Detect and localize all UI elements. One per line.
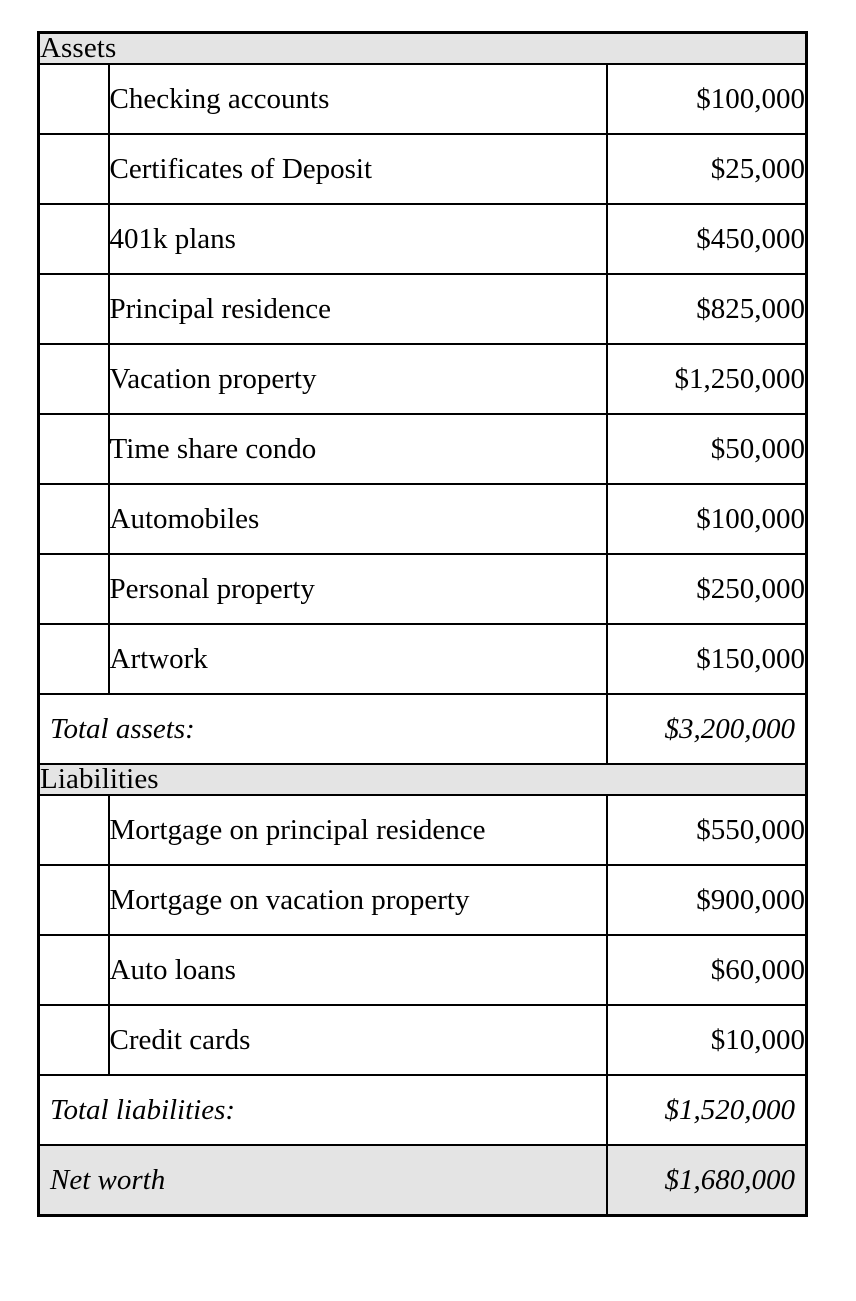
item-value: $100,000 xyxy=(607,64,807,134)
total-assets-label: Total assets: xyxy=(39,694,607,764)
section-header-row-liabilities xyxy=(39,764,807,795)
section-header-row-assets xyxy=(39,33,807,65)
item-value: $50,000 xyxy=(607,414,807,484)
item-label: Mortgage on principal residence xyxy=(109,795,607,865)
item-label: Auto loans xyxy=(109,935,607,1005)
item-label: Principal residence xyxy=(109,274,607,344)
row-indent-cell xyxy=(39,554,109,624)
table-row xyxy=(39,865,807,935)
item-value: $150,000 xyxy=(607,624,807,694)
item-value: $1,250,000 xyxy=(607,344,807,414)
item-value: $550,000 xyxy=(607,795,807,865)
row-indent-cell xyxy=(39,134,109,204)
row-indent-cell xyxy=(39,624,109,694)
total-assets-value: $3,200,000 xyxy=(607,694,807,764)
item-label: 401k plans xyxy=(109,204,607,274)
net-worth-statement-table xyxy=(37,31,808,1217)
net-worth-value: $1,680,000 xyxy=(607,1145,807,1216)
table-row xyxy=(39,554,807,624)
row-indent-cell xyxy=(39,865,109,935)
row-indent-cell xyxy=(39,274,109,344)
total-assets-row xyxy=(39,694,807,764)
row-indent-cell xyxy=(39,795,109,865)
total-liabilities-value: $1,520,000 xyxy=(607,1075,807,1145)
row-indent-cell xyxy=(39,204,109,274)
item-label: Artwork xyxy=(109,624,607,694)
row-indent-cell xyxy=(39,1005,109,1075)
item-value: $825,000 xyxy=(607,274,807,344)
item-label: Time share condo xyxy=(109,414,607,484)
item-value: $900,000 xyxy=(607,865,807,935)
total-liabilities-label: Total liabilities: xyxy=(39,1075,607,1145)
item-label: Checking accounts xyxy=(109,64,607,134)
table-row xyxy=(39,1005,807,1075)
item-label: Automobiles xyxy=(109,484,607,554)
item-value: $10,000 xyxy=(607,1005,807,1075)
net-worth-row xyxy=(39,1145,807,1216)
row-indent-cell xyxy=(39,64,109,134)
table-row xyxy=(39,935,807,1005)
table-row xyxy=(39,204,807,274)
item-value: $250,000 xyxy=(607,554,807,624)
row-indent-cell xyxy=(39,414,109,484)
row-indent-cell xyxy=(39,344,109,414)
item-value: $100,000 xyxy=(607,484,807,554)
item-label: Personal property xyxy=(109,554,607,624)
table-row xyxy=(39,414,807,484)
table-row xyxy=(39,344,807,414)
item-label: Credit cards xyxy=(109,1005,607,1075)
item-value: $25,000 xyxy=(607,134,807,204)
table-row xyxy=(39,64,807,134)
table-row xyxy=(39,795,807,865)
table-row xyxy=(39,274,807,344)
section-header-liabilities: Liabilities xyxy=(39,764,807,795)
item-value: $450,000 xyxy=(607,204,807,274)
item-label: Certificates of Deposit xyxy=(109,134,607,204)
item-label: Mortgage on vacation property xyxy=(109,865,607,935)
row-indent-cell xyxy=(39,935,109,1005)
row-indent-cell xyxy=(39,484,109,554)
section-header-assets: Assets xyxy=(39,33,807,65)
total-liabilities-row xyxy=(39,1075,807,1145)
item-value: $60,000 xyxy=(607,935,807,1005)
table-row xyxy=(39,134,807,204)
table-row xyxy=(39,624,807,694)
table-row xyxy=(39,484,807,554)
net-worth-label: Net worth xyxy=(39,1145,607,1216)
item-label: Vacation property xyxy=(109,344,607,414)
